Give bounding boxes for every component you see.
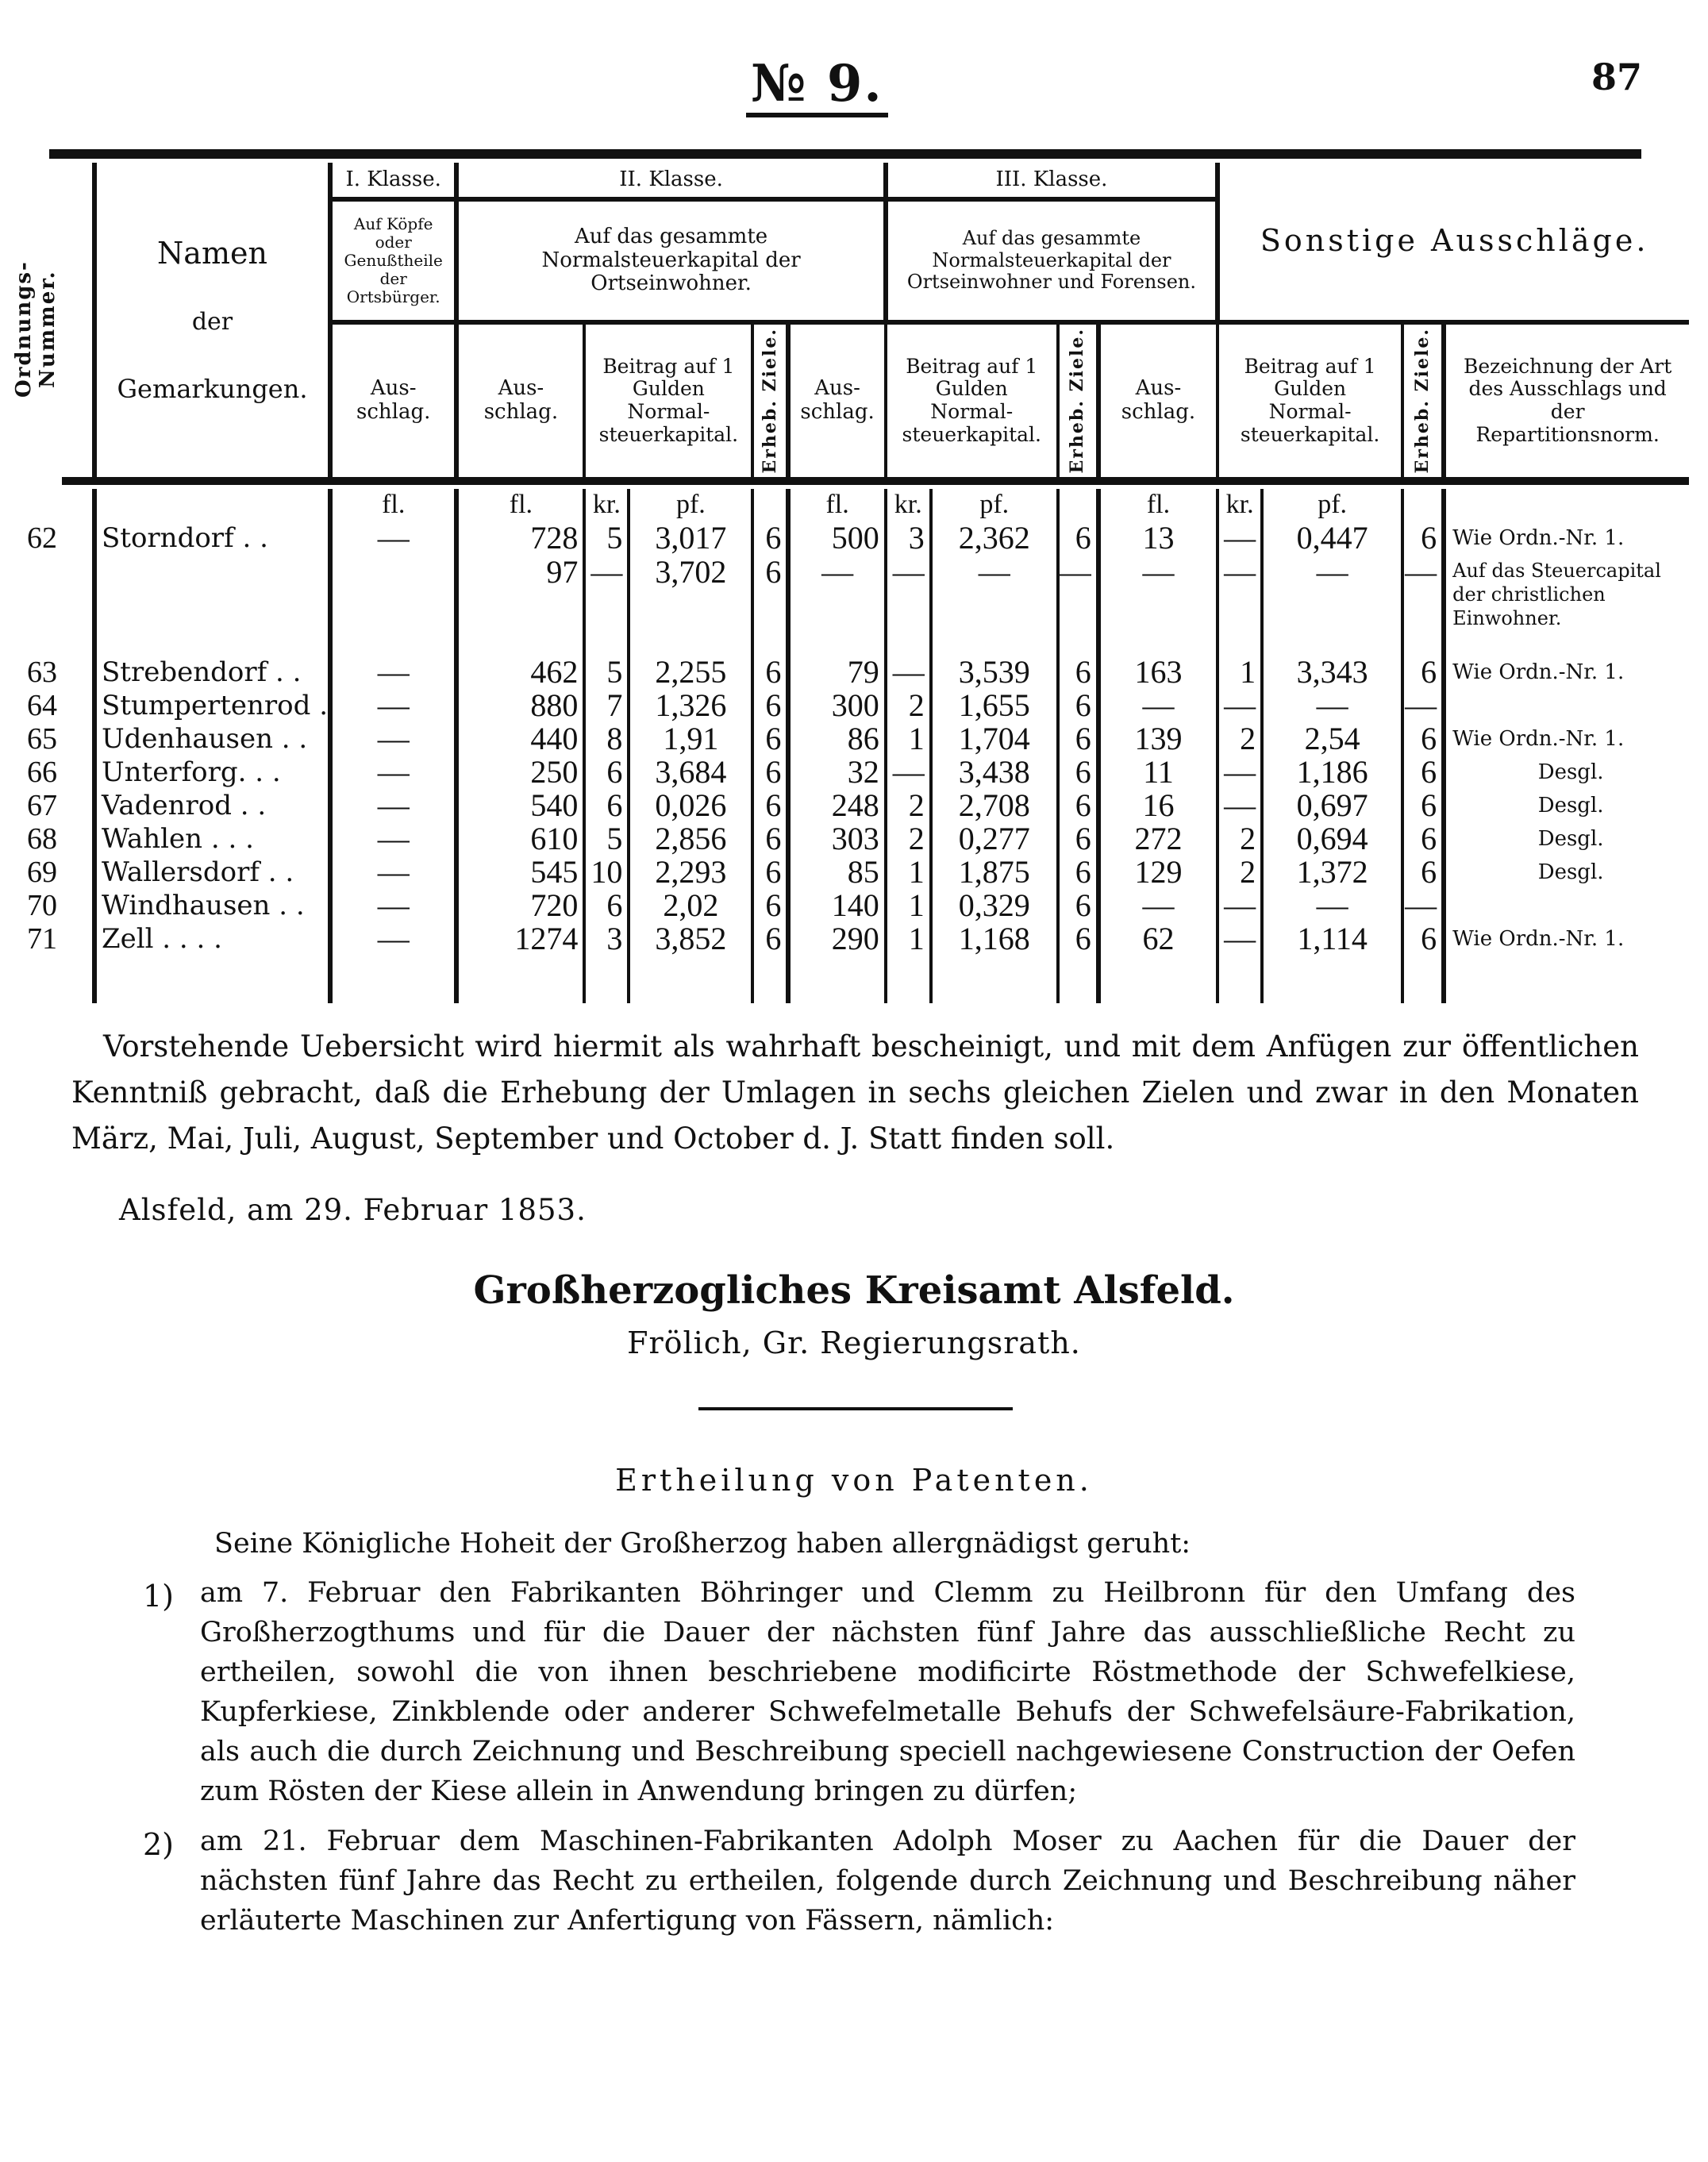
row-name: Stumpertenrod . xyxy=(94,689,330,722)
class2-fl: 610 xyxy=(456,822,584,856)
class2-fl: 250 xyxy=(456,756,584,789)
class3-kr: 2 xyxy=(886,822,931,856)
class2-kr: 5 xyxy=(584,656,629,689)
table-bottom-spacer xyxy=(62,956,1689,1003)
class1-value: — xyxy=(330,656,456,689)
sonstige-ziele: 6 xyxy=(1402,756,1444,789)
class3-ziele: 6 xyxy=(1058,922,1098,956)
row-name: Wallersdorf . . xyxy=(94,856,330,889)
class3-ziele: 6 xyxy=(1058,856,1098,889)
place-date: Alsfeld, am 29. Februar 1853. xyxy=(119,1193,587,1227)
class3-kr: 1 xyxy=(886,856,931,889)
class2-pf: 1,91 xyxy=(629,722,752,756)
sonstige-ziele: 6 xyxy=(1402,856,1444,889)
class2-pf: 3,852 xyxy=(629,922,752,956)
class1-ausschlag-header: Aus-schlag. xyxy=(330,322,456,481)
table-row xyxy=(62,789,1689,822)
class3-ausschlag-header: Aus-schlag. xyxy=(788,322,885,481)
sonstige-ziele: — xyxy=(1402,689,1444,722)
row-name: Unterforg. . . xyxy=(94,756,330,789)
class3-fl-unit: fl. xyxy=(788,489,885,521)
sonstige-fl: — xyxy=(1098,689,1218,722)
sonstige-ziele: 6 xyxy=(1402,722,1444,756)
class3-fl: 300 xyxy=(788,689,885,722)
row-name: Vadenrod . . xyxy=(94,789,330,822)
sonstige-kr: 2 xyxy=(1218,822,1262,856)
class2-fl: 540 xyxy=(456,789,584,822)
sonstige-ziele: 6 xyxy=(1402,521,1444,556)
top-rule xyxy=(49,149,1641,159)
class2-ziele: 6 xyxy=(752,656,788,689)
sonstige-pf: 2,54 xyxy=(1262,722,1402,756)
row-number: 65 xyxy=(27,722,57,756)
sonstige-remark: Wie Ordn.-Nr. 1. xyxy=(1444,722,1689,756)
class2-ziele: 6 xyxy=(752,556,788,656)
sonstige-pf: 3,343 xyxy=(1262,656,1402,689)
class2-pf-unit: pf. xyxy=(629,489,752,521)
class2-pf: 2,255 xyxy=(629,656,752,689)
sonstige-pf: 1,114 xyxy=(1262,922,1402,956)
class2-ziele: 6 xyxy=(752,922,788,956)
class2-fl: 440 xyxy=(456,722,584,756)
sonstige-kr: — xyxy=(1218,521,1262,556)
class2-pf: 1,326 xyxy=(629,689,752,722)
table-row xyxy=(62,756,1689,789)
class2-subtitle: Auf das gesammte Normalsteuerkapital der Ortseinwohner. xyxy=(456,199,885,322)
namen-line-3: Gemarkungen. xyxy=(117,373,308,404)
class3-ziele: 6 xyxy=(1058,521,1098,556)
class2-kr: 6 xyxy=(584,889,629,922)
sonstige-pf: 0,694 xyxy=(1262,822,1402,856)
class2-kr-unit: kr. xyxy=(584,489,629,521)
column-ordnungsnummer-header: Ordnungs-Nummer. xyxy=(12,260,60,398)
class3-fl: 500 xyxy=(788,521,885,556)
class2-ziele: 6 xyxy=(752,521,788,556)
table-row xyxy=(62,722,1689,756)
sonstige-ziele: 6 xyxy=(1402,922,1444,956)
class3-ziele: 6 xyxy=(1058,722,1098,756)
class3-kr: 2 xyxy=(886,789,931,822)
patent-item-marker: 1) xyxy=(143,1579,175,1614)
sonstige-remark: Desgl. xyxy=(1444,822,1689,856)
sonstige-fl: 272 xyxy=(1098,822,1218,856)
class3-ziele: 6 xyxy=(1058,689,1098,722)
sonstige-fl: — xyxy=(1098,889,1218,922)
class1-fl-unit: fl. xyxy=(330,489,456,521)
sonstige-remark xyxy=(1444,889,1689,922)
class2-kr: 8 xyxy=(584,722,629,756)
column-namen-header xyxy=(94,163,330,481)
class1-value: — xyxy=(330,722,456,756)
class3-ziele: 6 xyxy=(1058,889,1098,922)
sonstige-fl: 129 xyxy=(1098,856,1218,889)
sonstige-ziele: 6 xyxy=(1402,656,1444,689)
patent-item-text: am 21. Februar dem Maschinen-Fabrikanten Adolph Moser zu Aachen für die Dauer der nächsten fünf Jahre das Recht zu ertheilen, folgende durch Zeichnung und Beschreibung näher erläuterte Maschinen zur Anfertigung von Fässern, nämlich: xyxy=(200,1825,1575,1937)
certification-paragraph: Vorstehende Uebersicht wird hiermit als wahrhaft bescheinigt, und mit dem Anfügen zur öffentlichen Kenntniß gebracht, daß die Erhebung der Umlagen in sechs gleichen Zielen und zwar in den Monaten März, Mai, Juli, August, September und October d. J. Statt finden soll. xyxy=(71,1029,1639,1156)
class3-kr: — xyxy=(886,556,931,656)
sonstige-ziele: 6 xyxy=(1402,822,1444,856)
sonstige-remark: Desgl. xyxy=(1444,856,1689,889)
page-number: 87 xyxy=(1591,56,1643,98)
class3-kr: — xyxy=(886,656,931,689)
sonstige-ziele: 6 xyxy=(1402,789,1444,822)
sonstige-kr-unit: kr. xyxy=(1218,489,1262,521)
row-number: 64 xyxy=(27,689,57,722)
class2-fl: 97 xyxy=(456,556,584,656)
sonstige-fl: 163 xyxy=(1098,656,1218,689)
class3-fl: 303 xyxy=(788,822,885,856)
class3-ziele: 6 xyxy=(1058,756,1098,789)
sonstige-remark: Wie Ordn.-Nr. 1. xyxy=(1444,521,1689,556)
class1-value: — xyxy=(330,922,456,956)
class3-fl: 86 xyxy=(788,722,885,756)
class2-ziele: 6 xyxy=(752,822,788,856)
class2-kr: 6 xyxy=(584,756,629,789)
sonstige-kr: 2 xyxy=(1218,722,1262,756)
table-row xyxy=(62,556,1689,656)
patent-item-text: am 7. Februar den Fabrikanten Böhringer und Clemm zu Heilbronn für den Umfang des Großherzogthums und für die Dauer der nächsten fünf Jahre das ausschließliche Recht zu ertheilen, sowohl die von ihnen beschriebene modificirte Röstmethode der Schwefelkiese, Kupferkiese, Zinkblende oder anderer Schwefelmetalle Behufs der Schwefelsäure-Fabrikation, als auch die durch Zeichnung und Beschreibung speciell nachgewiesene Construction der Oefen zum Rösten der Kiese allein in Anwendung bringen zu dürfen; xyxy=(200,1577,1575,1807)
row-number: 71 xyxy=(27,922,57,956)
sonstige-fl-unit: fl. xyxy=(1098,489,1218,521)
class1-subtitle: Auf Köpfe oder Genußtheile der Ortsbürger. xyxy=(330,199,456,322)
class3-pf: 2,708 xyxy=(931,789,1058,822)
class3-kr: 1 xyxy=(886,722,931,756)
class3-kr: 2 xyxy=(886,689,931,722)
class2-fl: 545 xyxy=(456,856,584,889)
class3-ziele: 6 xyxy=(1058,822,1098,856)
class3-beitrag-header: Beitrag auf 1 Gulden Normal-steuerkapital. xyxy=(886,322,1058,481)
class2-fl: 880 xyxy=(456,689,584,722)
class2-pf: 0,026 xyxy=(629,789,752,822)
class2-kr: 10 xyxy=(584,856,629,889)
class3-fl: 290 xyxy=(788,922,885,956)
authority-name: Großherzogliches Kreisamt Alsfeld. xyxy=(473,1268,1235,1313)
class2-ziele: 6 xyxy=(752,789,788,822)
sonstige-pf: — xyxy=(1262,556,1402,656)
row-name: Zell . . . . xyxy=(94,922,330,956)
row-number: 62 xyxy=(27,521,57,555)
class3-pf: 2,362 xyxy=(931,521,1058,556)
sonstige-kr: 2 xyxy=(1218,856,1262,889)
class2-fl: 1274 xyxy=(456,922,584,956)
class1-value: — xyxy=(330,689,456,722)
class3-fl: — xyxy=(788,556,885,656)
namen-line-2: der xyxy=(191,308,233,337)
class3-pf: 1,655 xyxy=(931,689,1058,722)
class2-ziele: 6 xyxy=(752,856,788,889)
class3-fl: 32 xyxy=(788,756,885,789)
class3-pf: 3,438 xyxy=(931,756,1058,789)
sonstige-pf: 0,697 xyxy=(1262,789,1402,822)
sonstige-ziele-header: Erheb. Ziele. xyxy=(1402,322,1444,481)
sonstige-kr: — xyxy=(1218,556,1262,656)
units-row xyxy=(62,489,1689,521)
patents-heading: Ertheilung von Patenten. xyxy=(615,1463,1093,1498)
row-number: 70 xyxy=(27,889,57,922)
class2-fl: 720 xyxy=(456,889,584,922)
class3-fl: 79 xyxy=(788,656,885,689)
class3-kr: 1 xyxy=(886,889,931,922)
sonstige-remark: Desgl. xyxy=(1444,789,1689,822)
row-number: 68 xyxy=(27,822,57,856)
class3-kr: 1 xyxy=(886,922,931,956)
sonstige-fl: 11 xyxy=(1098,756,1218,789)
class1-title: I. Klasse. xyxy=(330,163,456,199)
class3-kr: 3 xyxy=(886,521,931,556)
class2-ziele-header: Erheb. Ziele. xyxy=(752,322,788,481)
sonstige-ausschlag-header: Aus-schlag. xyxy=(1098,322,1218,481)
class2-kr: 5 xyxy=(584,822,629,856)
row-name: Wahlen . . . xyxy=(94,822,330,856)
class2-kr: — xyxy=(584,556,629,656)
class2-ziele: 6 xyxy=(752,689,788,722)
signatory: Frölich, Gr. Regierungsrath. xyxy=(627,1325,1081,1360)
sonstige-kr: — xyxy=(1218,789,1262,822)
class3-pf: 1,704 xyxy=(931,722,1058,756)
sonstige-fl: — xyxy=(1098,556,1218,656)
class3-pf: 1,168 xyxy=(931,922,1058,956)
sonstige-remark xyxy=(1444,689,1689,722)
class2-ziele: 6 xyxy=(752,889,788,922)
class2-pf: 3,702 xyxy=(629,556,752,656)
table-row xyxy=(62,656,1689,689)
patents-intro: Seine Königliche Hoheit der Großherzog haben allergnädigst geruht: xyxy=(214,1528,1191,1560)
row-name: Storndorf . . xyxy=(94,521,330,556)
table-row xyxy=(62,889,1689,922)
class1-value: — xyxy=(330,756,456,789)
class2-beitrag-header: Beitrag auf 1 Gulden Normal-steuerkapital. xyxy=(584,322,752,481)
table-row xyxy=(62,822,1689,856)
sonstige-fl: 139 xyxy=(1098,722,1218,756)
class3-pf: 0,277 xyxy=(931,822,1058,856)
row-name xyxy=(94,556,330,656)
class2-ziele: 6 xyxy=(752,722,788,756)
row-name: Udenhausen . . xyxy=(94,722,330,756)
class2-kr: 7 xyxy=(584,689,629,722)
class3-ziele: 6 xyxy=(1058,656,1098,689)
class1-value: — xyxy=(330,789,456,822)
sonstige-ziele: — xyxy=(1402,556,1444,656)
sonstige-ziele: — xyxy=(1402,889,1444,922)
class1-value xyxy=(330,556,456,656)
tax-table xyxy=(12,163,1689,1003)
class3-pf: 0,329 xyxy=(931,889,1058,922)
class2-pf: 2,856 xyxy=(629,822,752,856)
class3-pf: — xyxy=(931,556,1058,656)
table-row xyxy=(62,521,1689,556)
row-number: 69 xyxy=(27,856,57,889)
row-number: 67 xyxy=(27,789,57,822)
class2-pf: 2,293 xyxy=(629,856,752,889)
class3-kr-unit: kr. xyxy=(886,489,931,521)
class2-ausschlag-header: Aus-schlag. xyxy=(456,322,584,481)
class1-value: — xyxy=(330,521,456,556)
sonstige-pf: 1,372 xyxy=(1262,856,1402,889)
sonstige-pf: — xyxy=(1262,689,1402,722)
header-bottom-rule xyxy=(62,481,1689,489)
sonstige-kr: — xyxy=(1218,889,1262,922)
row-name: Windhausen . . xyxy=(94,889,330,922)
class1-value: — xyxy=(330,856,456,889)
sonstige-kr: — xyxy=(1218,922,1262,956)
sonstige-kr: — xyxy=(1218,756,1262,789)
class3-pf-unit: pf. xyxy=(931,489,1058,521)
sonstige-pf: 0,447 xyxy=(1262,521,1402,556)
class1-value: — xyxy=(330,822,456,856)
table-row xyxy=(62,922,1689,956)
sonstige-bezeichnung-header: Bezeichnung der Art des Ausschlags und der Repartitionsnorm. xyxy=(1444,322,1689,481)
class3-ziele: 6 xyxy=(1058,789,1098,822)
sonstige-remark: Auf das Steuercapital der christlichen Einwohner. xyxy=(1444,556,1689,656)
row-number xyxy=(62,556,94,656)
sonstige-pf: 1,186 xyxy=(1262,756,1402,789)
row-number: 66 xyxy=(27,756,57,789)
sonstige-remark: Desgl. xyxy=(1444,756,1689,789)
class1-value: — xyxy=(330,889,456,922)
sonstige-remark: Wie Ordn.-Nr. 1. xyxy=(1444,922,1689,956)
class3-pf: 1,875 xyxy=(931,856,1058,889)
row-name: Strebendorf . . xyxy=(94,656,330,689)
sonstige-fl: 13 xyxy=(1098,521,1218,556)
patent-item-marker: 2) xyxy=(143,1827,175,1862)
sonstige-fl: 62 xyxy=(1098,922,1218,956)
sonstige-pf-unit: pf. xyxy=(1262,489,1402,521)
class2-pf: 2,02 xyxy=(629,889,752,922)
class2-kr: 5 xyxy=(584,521,629,556)
sonstige-beitrag-header: Beitrag auf 1 Gulden Normal-steuerkapital. xyxy=(1218,322,1402,481)
class3-fl: 85 xyxy=(788,856,885,889)
class3-fl: 248 xyxy=(788,789,885,822)
class3-ziele-header: Erheb. Ziele. xyxy=(1058,322,1098,481)
table-row xyxy=(62,689,1689,722)
class2-title: II. Klasse. xyxy=(456,163,885,199)
class2-fl-unit: fl. xyxy=(456,489,584,521)
class2-pf: 3,684 xyxy=(629,756,752,789)
issue-number: № 9. xyxy=(746,56,888,117)
sonstige-kr: — xyxy=(1218,689,1262,722)
class2-kr: 6 xyxy=(584,789,629,822)
sonstige-kr: 1 xyxy=(1218,656,1262,689)
class2-ziele: 6 xyxy=(752,756,788,789)
row-number: 63 xyxy=(27,656,57,689)
class3-ziele: — xyxy=(1058,556,1098,656)
class2-fl: 728 xyxy=(456,521,584,556)
class3-subtitle: Auf das gesammte Normalsteuerkapital der Ortseinwohner und Forensen. xyxy=(886,199,1218,322)
table-row xyxy=(62,856,1689,889)
section-separator xyxy=(698,1407,1013,1410)
class2-kr: 3 xyxy=(584,922,629,956)
class2-pf: 3,017 xyxy=(629,521,752,556)
class2-fl: 462 xyxy=(456,656,584,689)
class3-kr: — xyxy=(886,756,931,789)
sonstige-fl: 16 xyxy=(1098,789,1218,822)
sonstige-title: Sonstige Ausschläge. xyxy=(1218,163,1689,322)
sonstige-pf: — xyxy=(1262,889,1402,922)
sonstige-remark: Wie Ordn.-Nr. 1. xyxy=(1444,656,1689,689)
namen-line-1: Namen xyxy=(157,235,267,271)
class3-pf: 3,539 xyxy=(931,656,1058,689)
class3-fl: 140 xyxy=(788,889,885,922)
class3-title: III. Klasse. xyxy=(886,163,1218,199)
